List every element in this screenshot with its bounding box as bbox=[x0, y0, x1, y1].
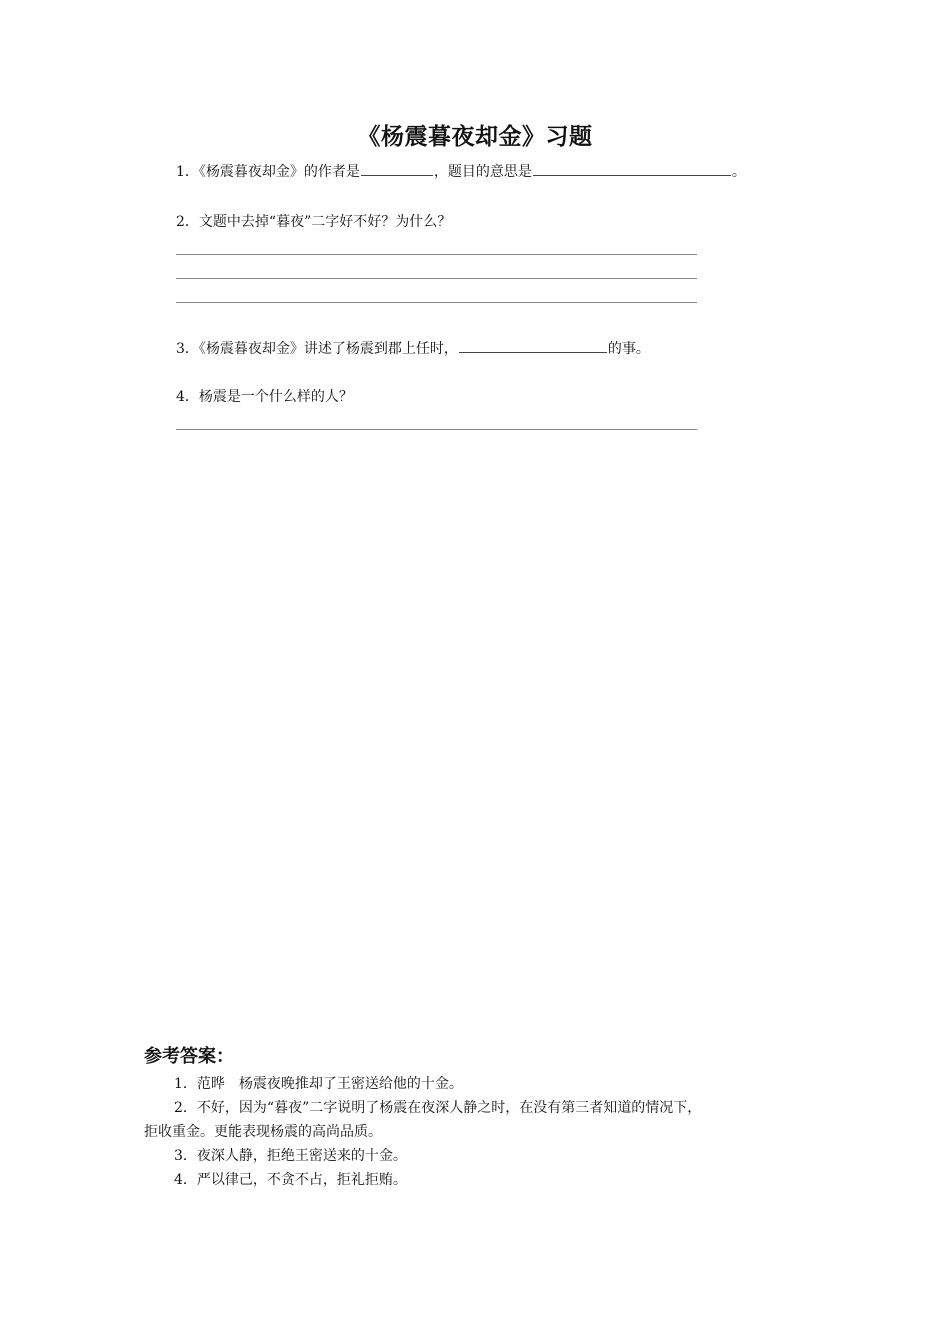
answer-line[interactable] bbox=[176, 278, 697, 279]
question-1-prefix: 1．《杨震暮夜却金》的作者是 bbox=[176, 164, 360, 180]
document-title: 《杨震暮夜却金》习题 bbox=[357, 124, 593, 150]
question-4: 4．杨震是一个什么样的人？ bbox=[176, 389, 353, 405]
answer-1: 1．范晔 杨震夜晚推却了王密送给他的十金。 bbox=[174, 1076, 463, 1092]
question-3 bbox=[176, 339, 650, 358]
answer-blank-event[interactable] bbox=[459, 339, 607, 353]
answer-line[interactable] bbox=[176, 254, 697, 255]
answer-3: 3．夜深人静，拒绝王密送来的十金。 bbox=[174, 1148, 407, 1164]
answer-4: 4．严以律己，不贪不占，拒礼拒贿。 bbox=[174, 1172, 407, 1188]
question-1 bbox=[176, 162, 746, 181]
answer-2-line-2: 拒收重金。更能表现杨震的高尚品质。 bbox=[144, 1124, 382, 1140]
answers-section bbox=[144, 1072, 808, 1192]
answer-blank-author[interactable] bbox=[361, 162, 433, 176]
answer-line[interactable] bbox=[176, 429, 697, 430]
answer-blank-title-meaning[interactable] bbox=[533, 162, 731, 176]
question-1-middle: ，题目的意思是 bbox=[433, 164, 532, 180]
question-2: 2．文题中去掉“暮夜”二字好不好？为什么？ bbox=[176, 214, 452, 230]
answers-heading: 参考答案： bbox=[144, 1046, 234, 1067]
question-3-prefix: 3．《杨震暮夜却金》讲述了杨震到郡上任时， bbox=[176, 341, 458, 357]
answer-2-line-1: 2．不好，因为“暮夜”二字说明了杨震在夜深人静之时，在没有第三者知道的情况下， bbox=[174, 1100, 702, 1116]
question-1-suffix: 。 bbox=[731, 164, 746, 180]
answer-line[interactable] bbox=[176, 302, 697, 303]
question-3-suffix: 的事。 bbox=[607, 341, 650, 357]
